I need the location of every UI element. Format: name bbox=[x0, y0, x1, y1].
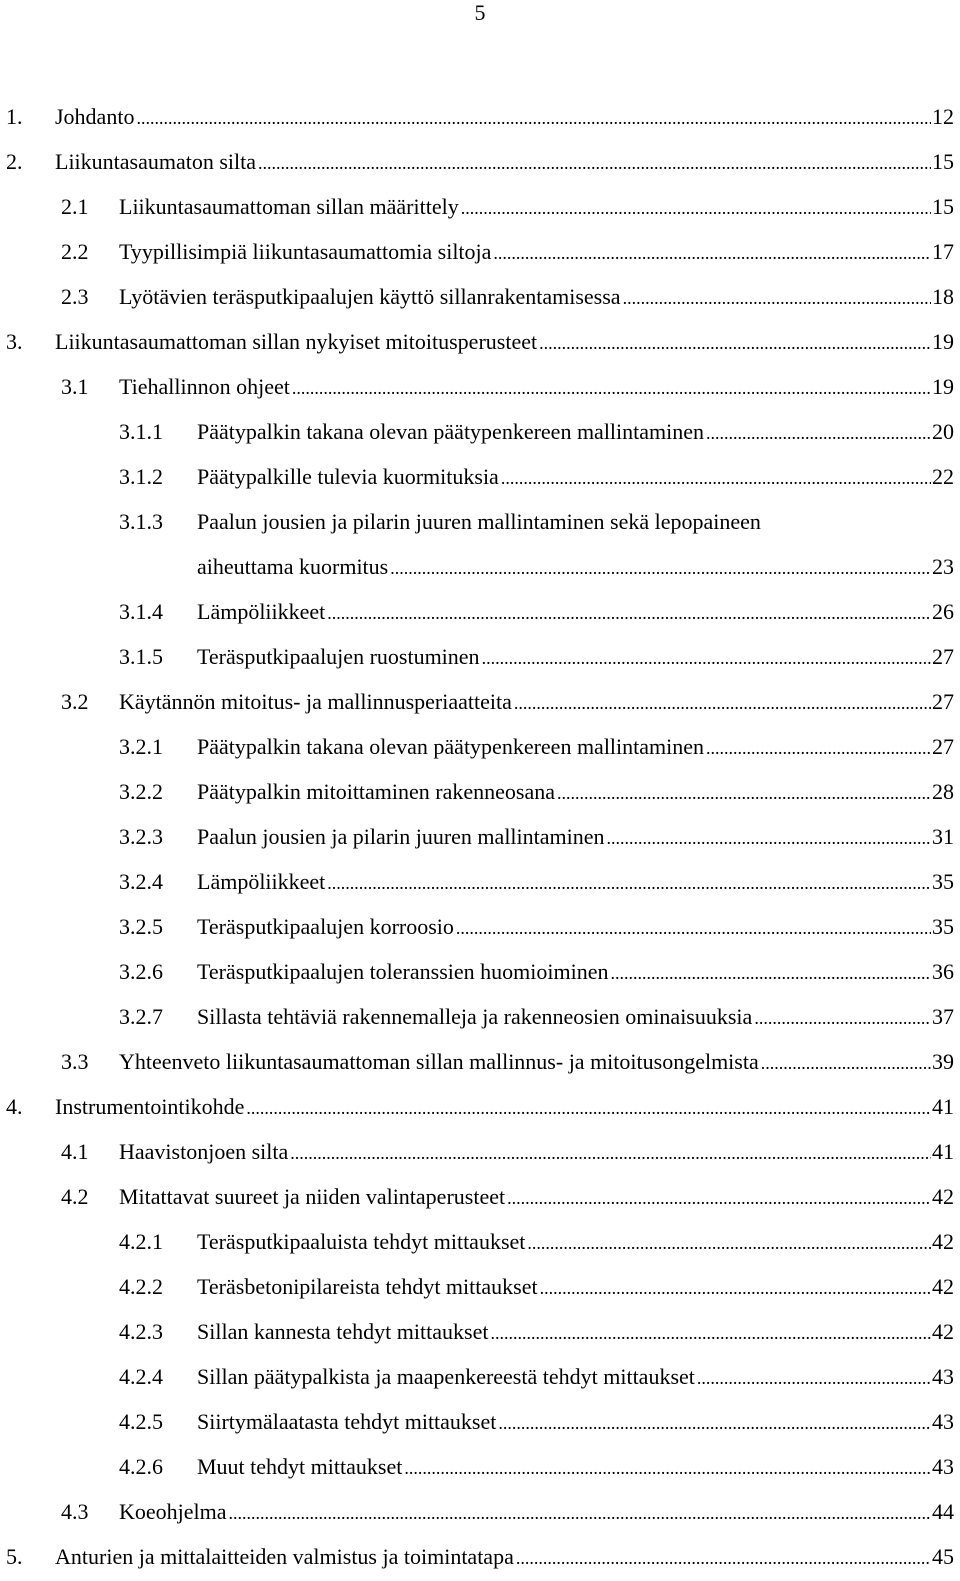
toc-entry-text bbox=[197, 499, 761, 544]
toc-entry-title: Teräsputkipaaluista tehdyt mittaukset bbox=[197, 1229, 526, 1254]
toc-entry[interactable] bbox=[0, 229, 960, 274]
toc-entry-number: 4.2.1 bbox=[119, 1229, 163, 1254]
toc-entry-text bbox=[197, 1264, 954, 1311]
dot-leader bbox=[290, 1131, 931, 1176]
toc-entry-text bbox=[197, 589, 954, 636]
toc-entry[interactable] bbox=[0, 184, 960, 229]
toc-entry-page: 43 bbox=[932, 1409, 954, 1434]
toc-entry-text bbox=[119, 1489, 954, 1536]
toc-entry-text bbox=[197, 1219, 954, 1266]
dot-leader bbox=[136, 96, 931, 141]
toc-entry-text bbox=[119, 1174, 954, 1221]
toc-entry-page: 35 bbox=[932, 869, 954, 894]
toc-entry-page: 19 bbox=[932, 374, 954, 399]
dot-leader bbox=[507, 1176, 931, 1221]
toc-entry[interactable] bbox=[0, 409, 960, 454]
toc-entry-page: 27 bbox=[932, 644, 954, 669]
toc-entry-title: Sillan päätypalkista ja maapenkereestä tehdyt mittaukset bbox=[197, 1364, 695, 1389]
toc-entry-text bbox=[197, 454, 954, 501]
dot-leader bbox=[697, 1356, 931, 1401]
toc-entry-text bbox=[197, 859, 954, 906]
toc-entry-page: 17 bbox=[932, 239, 954, 264]
toc-entry-number: 3.2.3 bbox=[119, 824, 163, 849]
toc-entry-title: Päätypalkille tulevia kuormituksia bbox=[197, 464, 499, 489]
toc-entry-number: 3.2.6 bbox=[119, 959, 163, 984]
toc-entry[interactable] bbox=[0, 769, 960, 814]
toc-entry-text bbox=[119, 364, 954, 411]
toc-entry-text bbox=[119, 274, 954, 321]
toc-entry-text bbox=[55, 94, 954, 141]
toc-entry-page: 35 bbox=[932, 914, 954, 939]
toc-entry-page: 19 bbox=[932, 329, 954, 354]
toc-entry-text bbox=[119, 679, 954, 726]
toc-entry-number: 5. bbox=[6, 1544, 23, 1569]
toc-entry-page: 43 bbox=[932, 1454, 954, 1479]
toc-entry-number: 4.2.6 bbox=[119, 1454, 163, 1479]
toc-entry-page: 22 bbox=[932, 464, 954, 489]
toc-entry[interactable] bbox=[0, 1489, 960, 1534]
toc-entry-title: Päätypalkin takana olevan päätypenkereen mallintaminen bbox=[197, 419, 705, 444]
toc-entry-number: 3.1.3 bbox=[119, 509, 163, 534]
dot-leader bbox=[229, 1491, 931, 1536]
toc-entry[interactable] bbox=[0, 1399, 960, 1444]
dot-leader bbox=[482, 636, 931, 681]
dot-leader bbox=[557, 771, 931, 816]
toc-entry-title: Muut tehdyt mittaukset bbox=[197, 1454, 403, 1479]
toc-entry-page: 42 bbox=[932, 1229, 954, 1254]
dot-leader bbox=[516, 1536, 931, 1581]
toc-entry-page: 42 bbox=[932, 1274, 954, 1299]
toc-entry-text bbox=[197, 1399, 954, 1446]
toc-entry-number: 3.2.4 bbox=[119, 869, 163, 894]
dot-leader bbox=[501, 456, 931, 501]
page-number: 5 bbox=[474, 0, 486, 25]
toc-entry-number: 4.2.2 bbox=[119, 1274, 163, 1299]
toc-entry-text bbox=[55, 319, 954, 366]
toc-entry[interactable] bbox=[0, 319, 960, 364]
dot-leader bbox=[623, 276, 931, 321]
toc-entry-number: 3. bbox=[6, 329, 23, 354]
toc-entry-number: 3.2.1 bbox=[119, 734, 163, 759]
toc-entry-title: Tyypillisimpiä liikuntasaumattomia siltoja bbox=[119, 239, 492, 264]
toc-entry-title: Päätypalkin takana olevan päätypenkereen mallintaminen bbox=[197, 734, 705, 759]
toc-entry-page: 26 bbox=[932, 599, 954, 624]
toc-entry-text bbox=[197, 544, 954, 591]
toc-entry-text bbox=[197, 724, 954, 771]
toc-entry-title: Teräsputkipaalujen ruostuminen bbox=[197, 644, 480, 669]
toc-entry-title: Sillan kannesta tehdyt mittaukset bbox=[197, 1319, 489, 1344]
toc-entry-page: 39 bbox=[932, 1049, 954, 1074]
toc-entry-text bbox=[197, 1309, 954, 1356]
toc-entry-title: Haavistonjoen silta bbox=[119, 1139, 289, 1164]
toc-entry-title: Teräsbetonipilareista tehdyt mittaukset bbox=[197, 1274, 538, 1299]
toc-entry-page: 36 bbox=[932, 959, 954, 984]
toc-entry[interactable] bbox=[0, 994, 960, 1039]
dot-leader bbox=[404, 1446, 931, 1491]
toc-entry[interactable] bbox=[0, 589, 960, 634]
toc-entry-page: 42 bbox=[932, 1319, 954, 1344]
toc-entry-page: 18 bbox=[932, 284, 954, 309]
toc-entry-text bbox=[119, 1129, 954, 1176]
toc-entry-text bbox=[197, 904, 954, 951]
toc-entry[interactable] bbox=[0, 454, 960, 499]
dot-leader bbox=[754, 996, 931, 1041]
toc-entry-title: Lämpöliikkeet bbox=[197, 869, 326, 894]
toc-entry-page: 31 bbox=[932, 824, 954, 849]
table-of-contents bbox=[0, 94, 960, 1579]
toc-entry-page: 44 bbox=[932, 1499, 954, 1524]
toc-entry-number: 4.2.3 bbox=[119, 1319, 163, 1344]
toc-entry-title: Liikuntasaumaton silta bbox=[55, 149, 257, 174]
toc-entry-title: Teräsputkipaalujen korroosio bbox=[197, 914, 454, 939]
toc-entry-title: Anturien ja mittalaitteiden valmistus ja toimintatapa bbox=[55, 1544, 514, 1569]
toc-entry[interactable] bbox=[0, 1534, 960, 1579]
toc-entry[interactable] bbox=[0, 679, 960, 724]
toc-entry[interactable] bbox=[0, 1264, 960, 1309]
toc-entry-text bbox=[197, 409, 954, 456]
toc-entry-title: Päätypalkin mitoittaminen rakenneosana bbox=[197, 779, 556, 804]
toc-entry-text bbox=[197, 949, 954, 996]
toc-entry-number: 3.1 bbox=[61, 374, 89, 399]
toc-entry-number: 3.1.2 bbox=[119, 464, 163, 489]
toc-entry-page: 15 bbox=[932, 194, 954, 219]
toc-entry[interactable] bbox=[0, 634, 960, 679]
toc-entry-title: Johdanto bbox=[55, 104, 135, 129]
toc-entry-title: Lämpöliikkeet bbox=[197, 599, 326, 624]
toc-entry-title: Liikuntasaumattoman sillan määrittely bbox=[119, 194, 459, 219]
dot-leader bbox=[327, 591, 931, 636]
toc-entry-text bbox=[55, 1084, 954, 1131]
toc-entry-number: 3.1.4 bbox=[119, 599, 163, 624]
toc-entry-title: Koeohjelma bbox=[119, 1499, 227, 1524]
toc-entry-title: Mitattavat suureet ja niiden valintaperusteet bbox=[119, 1184, 506, 1209]
toc-entry-number: 3.2.7 bbox=[119, 1004, 163, 1029]
dot-leader bbox=[706, 411, 931, 456]
toc-entry-title: Teräsputkipaalujen toleranssien huomioiminen bbox=[197, 959, 609, 984]
toc-entry-number: 4.3 bbox=[61, 1499, 89, 1524]
toc-entry[interactable] bbox=[0, 1354, 960, 1399]
toc-entry-number: 2.2 bbox=[61, 239, 89, 264]
dot-leader bbox=[493, 231, 931, 276]
toc-entry-page: 41 bbox=[932, 1094, 954, 1119]
toc-entry-page: 27 bbox=[932, 689, 954, 714]
toc-entry-title: Lyötävien teräsputkipaalujen käyttö sillanrakentamisessa bbox=[119, 284, 621, 309]
toc-entry[interactable] bbox=[0, 364, 960, 409]
dot-leader bbox=[610, 951, 931, 996]
toc-entry-page: 23 bbox=[932, 554, 954, 579]
toc-entry-number: 4. bbox=[6, 1094, 23, 1119]
toc-entry-page: 15 bbox=[932, 149, 954, 174]
toc-entry-title: Tiehallinnon ohjeet bbox=[119, 374, 290, 399]
toc-entry-title: Paalun jousien ja pilarin juuren mallintaminen sekä lepopaineen bbox=[197, 509, 761, 534]
toc-entry-title: Sillasta tehtäviä rakennemalleja ja rakenneosien ominaisuuksia bbox=[197, 1004, 753, 1029]
toc-entry-number: 3.1.5 bbox=[119, 644, 163, 669]
toc-entry[interactable] bbox=[0, 1174, 960, 1219]
toc-entry[interactable] bbox=[0, 499, 960, 544]
dot-leader bbox=[258, 141, 931, 186]
toc-entry-number: 3.2.5 bbox=[119, 914, 163, 939]
toc-entry-page: 12 bbox=[932, 104, 954, 129]
toc-entry-continuation[interactable] bbox=[0, 544, 960, 589]
toc-entry-title: Yhteenveto liikuntasaumattoman sillan mallinnus- ja mitoitusongelmista bbox=[119, 1049, 759, 1074]
toc-entry[interactable] bbox=[0, 949, 960, 994]
toc-entry[interactable] bbox=[0, 139, 960, 184]
toc-entry-page: 42 bbox=[932, 1184, 954, 1209]
dot-leader bbox=[514, 681, 931, 726]
toc-entry-number: 1. bbox=[6, 104, 23, 129]
toc-entry[interactable] bbox=[0, 724, 960, 769]
dot-leader bbox=[456, 906, 931, 951]
toc-entry[interactable] bbox=[0, 94, 960, 139]
toc-entry-text bbox=[197, 1444, 954, 1491]
toc-entry-title-continued: aiheuttama kuormitus bbox=[197, 554, 389, 579]
toc-entry[interactable] bbox=[0, 274, 960, 319]
toc-entry-text bbox=[119, 229, 954, 276]
toc-entry[interactable] bbox=[0, 904, 960, 949]
toc-entry-page: 45 bbox=[932, 1544, 954, 1569]
dot-leader bbox=[461, 186, 931, 231]
toc-entry-title: Instrumentointikohde bbox=[55, 1094, 245, 1119]
toc-entry-page: 43 bbox=[932, 1364, 954, 1389]
toc-entry-page: 27 bbox=[932, 734, 954, 759]
toc-entry-number: 4.2 bbox=[61, 1184, 89, 1209]
dot-leader bbox=[761, 1041, 931, 1086]
toc-entry-text bbox=[55, 139, 954, 186]
toc-entry-number: 2. bbox=[6, 149, 23, 174]
toc-entry[interactable] bbox=[0, 1039, 960, 1084]
toc-entry-text bbox=[55, 1534, 954, 1581]
toc-entry-page: 37 bbox=[932, 1004, 954, 1029]
dot-leader bbox=[539, 321, 931, 366]
toc-entry[interactable] bbox=[0, 1309, 960, 1354]
toc-entry[interactable] bbox=[0, 1444, 960, 1489]
toc-entry-number: 4.1 bbox=[61, 1139, 89, 1164]
toc-entry[interactable] bbox=[0, 1084, 960, 1129]
toc-entry-title: Siirtymälaatasta tehdyt mittaukset bbox=[197, 1409, 497, 1434]
toc-entry[interactable] bbox=[0, 1219, 960, 1264]
dot-leader bbox=[706, 726, 931, 771]
dot-leader bbox=[246, 1086, 931, 1131]
toc-entry-title: Liikuntasaumattoman sillan nykyiset mitoitusperusteet bbox=[55, 329, 538, 354]
dot-leader bbox=[390, 546, 931, 591]
toc-entry-number: 2.3 bbox=[61, 284, 89, 309]
toc-entry-text bbox=[119, 184, 954, 231]
toc-entry-text bbox=[119, 1039, 954, 1086]
toc-entry[interactable] bbox=[0, 859, 960, 904]
toc-entry-page: 28 bbox=[932, 779, 954, 804]
toc-entry-number: 4.2.4 bbox=[119, 1364, 163, 1389]
dot-leader bbox=[540, 1266, 931, 1311]
dot-leader bbox=[527, 1221, 931, 1266]
toc-entry-number: 3.3 bbox=[61, 1049, 89, 1074]
toc-entry-number: 4.2.5 bbox=[119, 1409, 163, 1434]
dot-leader bbox=[490, 1311, 931, 1356]
toc-entry[interactable] bbox=[0, 814, 960, 859]
toc-entry-text bbox=[197, 1354, 954, 1401]
dot-leader bbox=[607, 816, 931, 861]
toc-entry-text bbox=[197, 994, 954, 1041]
toc-entry-text bbox=[197, 634, 954, 681]
toc-entry-page: 41 bbox=[932, 1139, 954, 1164]
dot-leader bbox=[327, 861, 931, 906]
toc-entry[interactable] bbox=[0, 1129, 960, 1174]
toc-entry-title: Käytännön mitoitus- ja mallinnusperiaatteita bbox=[119, 689, 512, 714]
dot-leader bbox=[498, 1401, 931, 1446]
toc-entry-number: 2.1 bbox=[61, 194, 89, 219]
toc-entry-page: 20 bbox=[932, 419, 954, 444]
toc-entry-text bbox=[197, 814, 954, 861]
toc-entry-text bbox=[197, 769, 954, 816]
toc-entry-number: 3.1.1 bbox=[119, 419, 163, 444]
toc-entry-number: 3.2.2 bbox=[119, 779, 163, 804]
toc-entry-number: 3.2 bbox=[61, 689, 89, 714]
toc-entry-title: Paalun jousien ja pilarin juuren mallintaminen bbox=[197, 824, 605, 849]
dot-leader bbox=[292, 366, 931, 411]
